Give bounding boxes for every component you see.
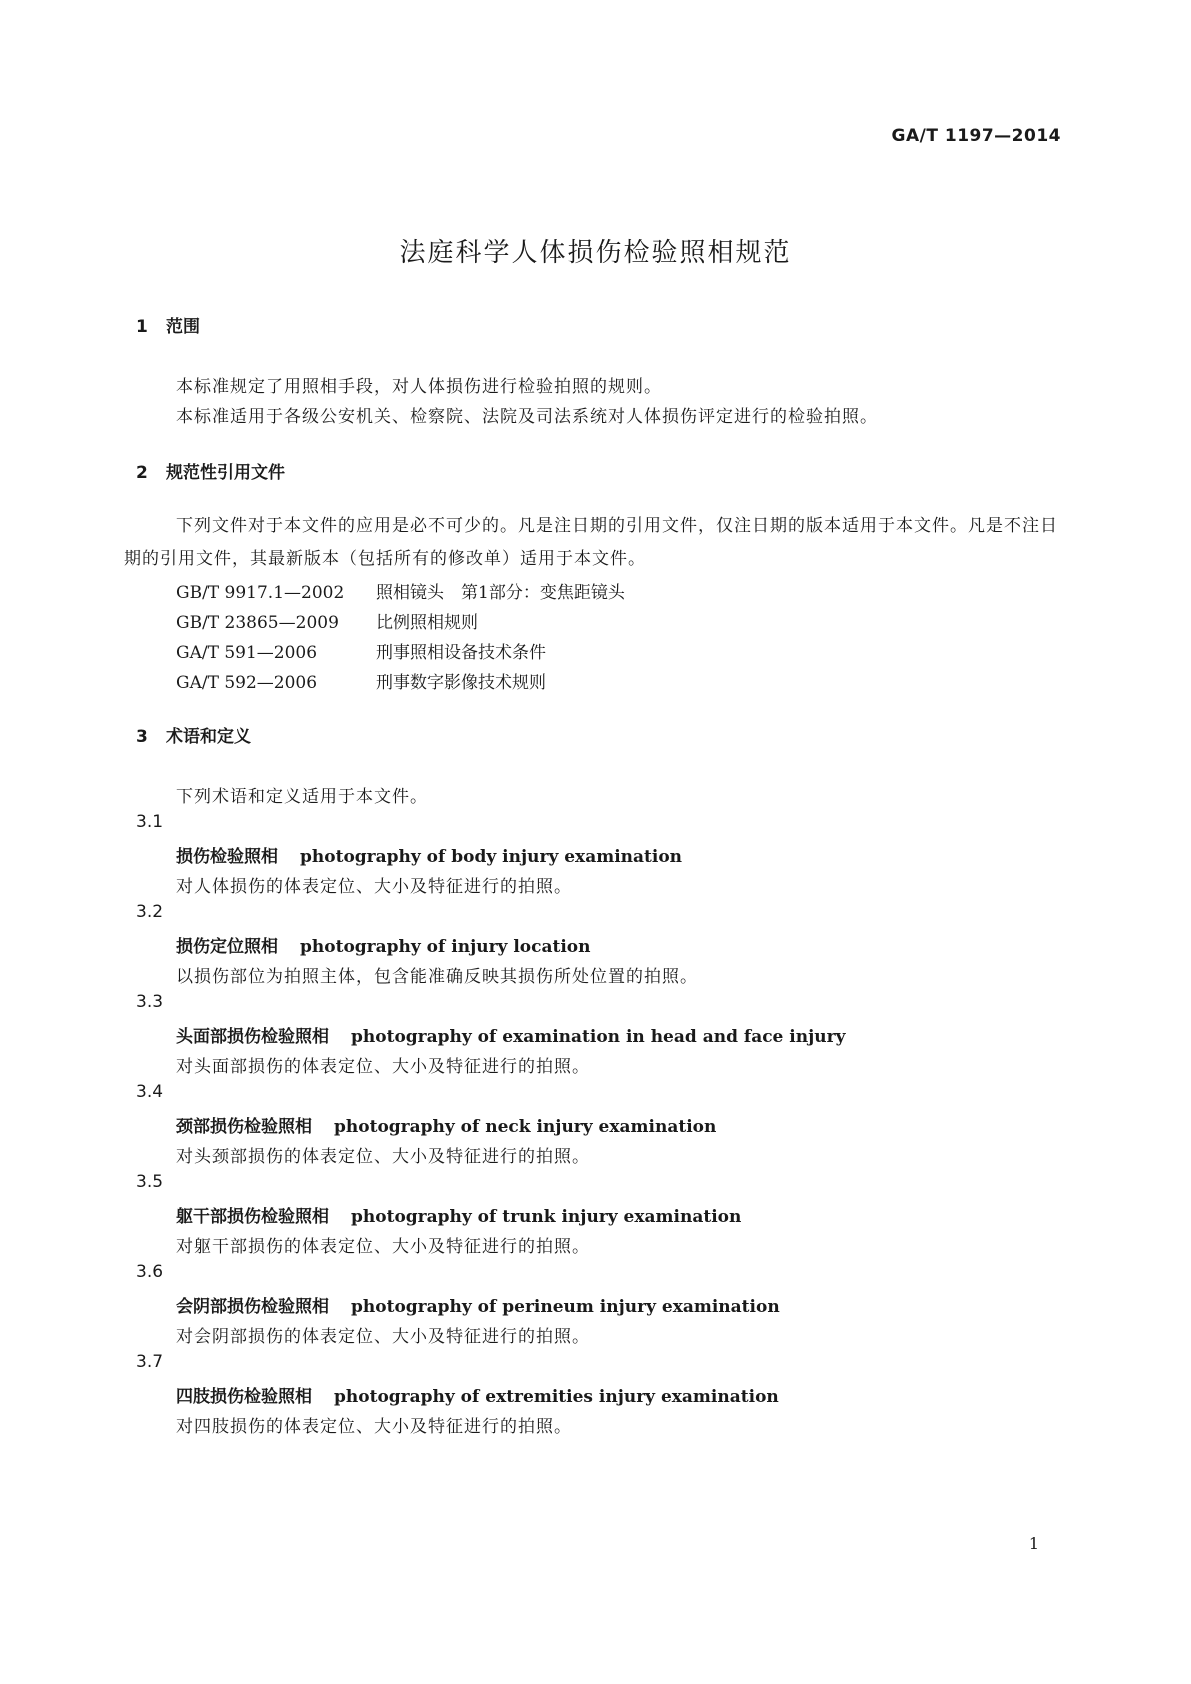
- reference-item: [176, 608, 478, 633]
- term-definition: 对头面部损伤的体表定位、大小及特征进行的拍照。: [176, 1057, 590, 1077]
- reference-code: GA/T 592—2006: [176, 673, 318, 693]
- term-entry: [176, 1292, 780, 1317]
- section-title: 术语和定义: [166, 727, 251, 747]
- section-title: 范围: [166, 317, 200, 337]
- term-definition: 对会阴部损伤的体表定位、大小及特征进行的拍照。: [176, 1327, 590, 1347]
- document-title: 法庭科学人体损伤检验照相规范: [399, 238, 792, 268]
- term-entry: [176, 1202, 741, 1227]
- section-title: 规范性引用文件: [166, 463, 285, 483]
- term-zh: 四肢损伤检验照相: [176, 1387, 312, 1407]
- term-zh: 损伤定位照相: [176, 937, 278, 957]
- term-entry: [176, 1022, 845, 1047]
- term-zh: 头面部损伤检验照相: [176, 1027, 329, 1047]
- standard-code: GA/T 1197—2014: [891, 126, 1061, 146]
- term-zh: 损伤检验照相: [176, 847, 278, 867]
- term-entry: [176, 1112, 716, 1137]
- term-number: 3.6: [136, 1262, 164, 1282]
- term-en: photography of extremities injury examination: [334, 1387, 779, 1407]
- page-number: 1: [1028, 1534, 1039, 1553]
- term-entry: [176, 842, 682, 867]
- term-en: photography of injury location: [300, 937, 591, 957]
- reference-title: 刑事照相设备技术条件: [376, 643, 546, 663]
- term-number: 3.4: [136, 1082, 164, 1102]
- reference-title: 照相镜头 第1部分：变焦距镜头: [376, 583, 625, 603]
- term-definition: 对头颈部损伤的体表定位、大小及特征进行的拍照。: [176, 1147, 590, 1167]
- term-definition: 以损伤部位为拍照主体，包含能准确反映其损伤所处位置的拍照。: [176, 967, 698, 987]
- section-heading-normative-references: [136, 458, 285, 483]
- term-en: photography of examination in head and face injury: [351, 1027, 846, 1047]
- term-zh: 会阴部损伤检验照相: [176, 1297, 329, 1317]
- term-en: photography of body injury examination: [300, 847, 683, 867]
- terms-intro-paragraph: 下列术语和定义适用于本文件。: [176, 787, 428, 807]
- section-number: 3: [136, 727, 148, 747]
- term-entry: [176, 1382, 779, 1407]
- term-entry: [176, 932, 591, 957]
- scope-paragraph-1: 本标准规定了用照相手段，对人体损伤进行检验拍照的规则。: [176, 377, 662, 397]
- term-en: photography of trunk injury examination: [351, 1207, 742, 1227]
- normative-intro-paragraph: 下列文件对于本文件的应用是必不可少的。凡是注日期的引用文件，仅注日期的版本适用于本文件。凡是不注日期的引用文件，其最新版本（包括所有的修改单）适用于本文件。: [124, 516, 1058, 569]
- term-number: 3.1: [136, 812, 164, 832]
- term-definition: 对躯干部损伤的体表定位、大小及特征进行的拍照。: [176, 1237, 590, 1257]
- reference-item: [176, 578, 625, 603]
- term-number: 3.5: [136, 1172, 164, 1192]
- term-number: 3.3: [136, 992, 164, 1012]
- reference-item: [176, 668, 546, 693]
- term-en: photography of perineum injury examination: [351, 1297, 780, 1317]
- term-number: 3.2: [136, 902, 164, 922]
- scope-paragraph-2: 本标准适用于各级公安机关、检察院、法院及司法系统对人体损伤评定进行的检验拍照。: [176, 407, 878, 427]
- section-heading-terms: [136, 722, 251, 747]
- reference-code: GB/T 9917.1—2002: [176, 583, 345, 603]
- reference-title: 刑事数字影像技术规则: [376, 673, 546, 693]
- reference-code: GB/T 23865—2009: [176, 613, 339, 633]
- section-number: 2: [136, 463, 148, 483]
- term-number: 3.7: [136, 1352, 164, 1372]
- term-zh: 颈部损伤检验照相: [176, 1117, 312, 1137]
- term-definition: 对四肢损伤的体表定位、大小及特征进行的拍照。: [176, 1417, 572, 1437]
- term-definition: 对人体损伤的体表定位、大小及特征进行的拍照。: [176, 877, 572, 897]
- section-heading-scope: [136, 312, 200, 337]
- reference-item: [176, 638, 546, 663]
- reference-code: GA/T 591—2006: [176, 643, 318, 663]
- reference-title: 比例照相规则: [376, 613, 478, 633]
- term-en: photography of neck injury examination: [334, 1117, 717, 1137]
- term-zh: 躯干部损伤检验照相: [176, 1207, 329, 1227]
- section-number: 1: [136, 317, 148, 337]
